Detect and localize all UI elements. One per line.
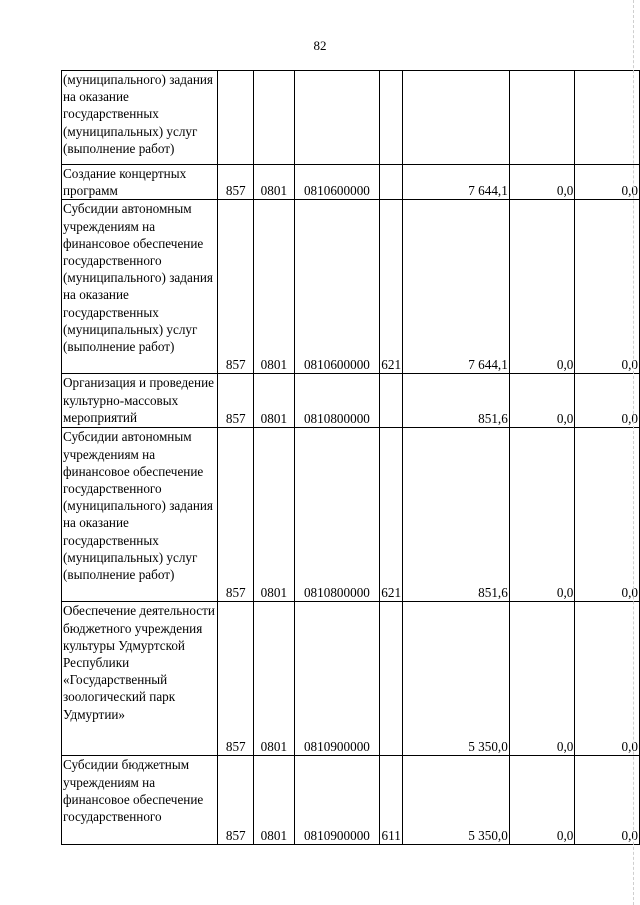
cell-name: Организация и проведение культурно-массовых мероприятий xyxy=(62,374,218,428)
cell-ministry-code: 857 xyxy=(218,428,254,602)
cell-amount-year-1: 5 350,0 xyxy=(403,602,510,756)
cell-amount-year-1: 5 350,0 xyxy=(403,756,510,845)
cell-name: Создание концертных программ xyxy=(62,165,218,200)
cell-section-code: 0801 xyxy=(254,165,295,200)
cell-ministry-code: 857 xyxy=(218,756,254,845)
table-row xyxy=(62,602,640,756)
cell-target-article: 0810800000 xyxy=(294,428,379,602)
cell-amount-year-1: 7 644,1 xyxy=(403,200,510,374)
cell-amount-year-2: 0,0 xyxy=(509,165,575,200)
cell-amount-year-1 xyxy=(403,71,510,165)
table-row xyxy=(62,200,640,374)
cell-amount-year-2: 0,0 xyxy=(509,200,575,374)
cell-ministry-code: 857 xyxy=(218,200,254,374)
cell-name: Субсидии бюджетным учреждениям на финансовое обеспечение государственного xyxy=(62,756,218,845)
table-row xyxy=(62,71,640,165)
cell-section-code: 0801 xyxy=(254,602,295,756)
cell-name: (муниципального) задания на оказание государственных (муниципальных) услуг (выполнение работ) xyxy=(62,71,218,165)
cell-section-code: 0801 xyxy=(254,428,295,602)
cell-ministry-code xyxy=(218,71,254,165)
cell-section-code: 0801 xyxy=(254,200,295,374)
cell-name: Субсидии автономным учреждениям на финансовое обеспечение государственного (муниципального) задания на оказание государственных (муниципальных) услуг (выполнение работ) xyxy=(62,200,218,374)
cell-amount-year-2: 0,0 xyxy=(509,602,575,756)
cell-target-article: 0810900000 xyxy=(294,602,379,756)
budget-table xyxy=(61,70,640,845)
table-row xyxy=(62,756,640,845)
cell-target-article xyxy=(294,71,379,165)
cell-expense-type xyxy=(380,165,403,200)
cell-ministry-code: 857 xyxy=(218,374,254,428)
cell-amount-year-3: 0,0 xyxy=(575,165,640,200)
cell-ministry-code: 857 xyxy=(218,602,254,756)
cell-amount-year-1: 851,6 xyxy=(403,374,510,428)
table-row xyxy=(62,165,640,200)
cell-amount-year-3: 0,0 xyxy=(575,602,640,756)
cell-target-article: 0810800000 xyxy=(294,374,379,428)
cell-expense-type xyxy=(380,374,403,428)
cell-section-code xyxy=(254,71,295,165)
cell-name: Обеспечение деятельности бюджетного учреждения культуры Удмуртской Республики «Государственный зоологический парк Удмуртии» xyxy=(62,602,218,756)
cell-name: Субсидии автономным учреждениям на финансовое обеспечение государственного (муниципального) задания на оказание государственных (муниципальных) услуг (выполнение работ) xyxy=(62,428,218,602)
cell-section-code: 0801 xyxy=(254,756,295,845)
page-number: 82 xyxy=(313,38,327,53)
cell-target-article: 0810600000 xyxy=(294,200,379,374)
cell-amount-year-3: 0,0 xyxy=(575,374,640,428)
cell-amount-year-2: 0,0 xyxy=(509,374,575,428)
cell-expense-type: 621 xyxy=(380,428,403,602)
cell-amount-year-3: 0,0 xyxy=(575,756,640,845)
table-body xyxy=(62,71,640,845)
cell-amount-year-3: 0,0 xyxy=(575,200,640,374)
cell-amount-year-3: 0,0 xyxy=(575,428,640,602)
cell-ministry-code: 857 xyxy=(218,165,254,200)
cell-amount-year-2: 0,0 xyxy=(509,756,575,845)
cell-amount-year-2: 0,0 xyxy=(509,428,575,602)
cell-section-code: 0801 xyxy=(254,374,295,428)
cell-amount-year-1: 851,6 xyxy=(403,428,510,602)
cell-target-article: 0810600000 xyxy=(294,165,379,200)
cell-expense-type: 611 xyxy=(380,756,403,845)
cell-amount-year-1: 7 644,1 xyxy=(403,165,510,200)
cell-expense-type: 621 xyxy=(380,200,403,374)
scan-edge-mark xyxy=(633,0,635,905)
cell-expense-type xyxy=(380,602,403,756)
cell-target-article: 0810900000 xyxy=(294,756,379,845)
table-row xyxy=(62,374,640,428)
cell-expense-type xyxy=(380,71,403,165)
table-row xyxy=(62,428,640,602)
cell-amount-year-2 xyxy=(509,71,575,165)
cell-amount-year-3 xyxy=(575,71,640,165)
